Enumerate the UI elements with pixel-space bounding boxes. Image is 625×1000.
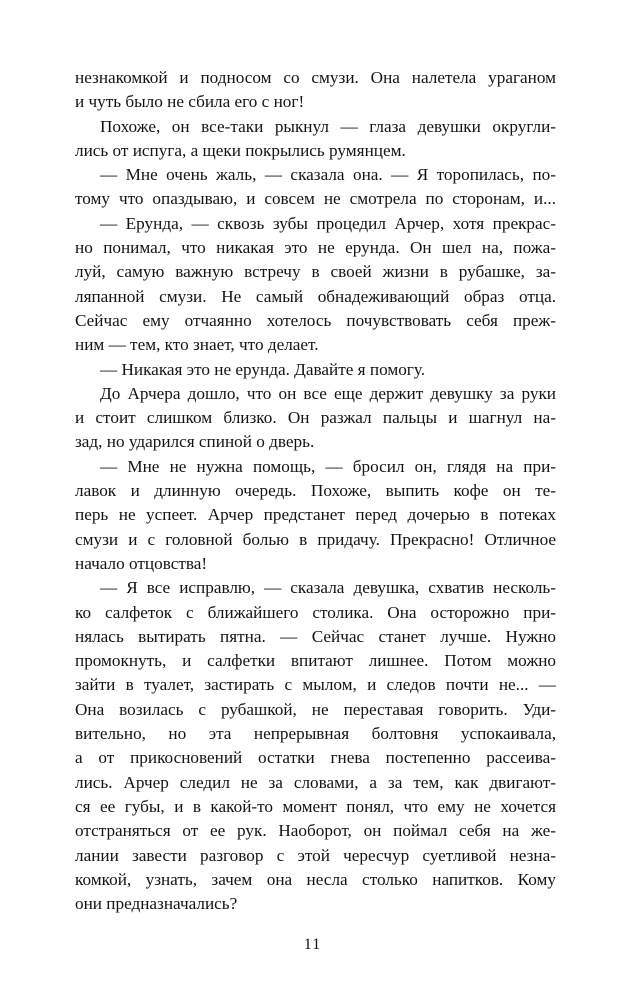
text-line: лись. Арчер следил не за словами, а за тем, как двигают-: [75, 772, 556, 792]
text-line: Сейчас ему отчаянно хотелось почувствовать себя преж-: [75, 310, 556, 330]
text-line: Она возилась с рубашкой, не переставая говорить. Уди-: [75, 699, 556, 719]
text-line: До Арчера дошло, что он все еще держит девушку за руки: [100, 383, 556, 403]
text-line: начало отцовства!: [75, 553, 208, 573]
text-line: незнакомкой и подносом со смузи. Она налетела ураганом: [75, 68, 556, 87]
text-line: лавок и длинную очередь. Похоже, выпить кофе он те-: [75, 481, 556, 501]
text-line: ним — тем, кто знает, что делает.: [75, 335, 319, 355]
text-line: вительно, но эта непрерывная болтовня успокаивала,: [75, 724, 556, 744]
page-number: 11: [303, 936, 322, 953]
text-line: но понимал, что никакая это не ерунда. Он шел на, пожа-: [75, 238, 556, 258]
text-line: ляпанной смузи. Не самый обнадеживающий образ отца.: [75, 286, 556, 306]
text-line: комкой, узнать, зачем она несла столько напитков. Кому: [75, 869, 556, 889]
text-line: — Мне очень жаль, — сказала она. — Я торопилась, по-: [100, 165, 556, 185]
text-line: — Никакая это не ерунда. Давайте я помогу.: [100, 359, 426, 379]
text-line: — Ерунда, — сквозь зубы процедил Арчер, хотя прекрас-: [100, 213, 556, 233]
text-line: ко салфеток с ближайшего столика. Она осторожно при-: [75, 602, 556, 622]
text-line: ся ее губы, и в какой-то момент понял, что ему не хочется: [75, 796, 556, 816]
text-line: они предназначались?: [75, 894, 238, 914]
text-line: — Я все исправлю, — сказала девушка, схватив несколь-: [100, 578, 556, 598]
text-line: лании завести разговор с этой чересчур суетливой незна-: [75, 845, 556, 865]
text-line: — Мне не нужна помощь, — бросил он, глядя на при-: [100, 456, 556, 476]
text-line: луй, самую важную встречу в своей жизни в рубашке, за-: [75, 262, 556, 282]
text-line: а от прикосновений остатки гнева постепенно рассеива-: [75, 748, 556, 768]
text-line: тому что опаздываю, и совсем не смотрела по сторонам, и...: [75, 189, 556, 209]
text-line: и стоит слишком близко. Он разжал пальцы и шагнул на-: [75, 408, 556, 428]
text-line: отстраняться от ее рук. Наоборот, он поймал себя на же-: [75, 821, 556, 841]
text-line: Похоже, он все-таки рыкнул — глаза девушки округли-: [100, 116, 556, 136]
text-line: зад, но ударился спиной о дверь.: [75, 432, 315, 452]
text-line: перь не успеет. Арчер предстанет перед дочерью в потеках: [75, 505, 556, 525]
text-line: лись от испуга, а щеки покрылись румянцем.: [75, 140, 406, 160]
text-line: зайти в туалет, застирать с мылом, и следов почти не... —: [75, 675, 556, 695]
text-line: смузи и с головной болью в придачу. Прекрасно! Отличное: [75, 529, 556, 549]
text-line: нялась вытирать пятна. — Сейчас станет лучше. Нужно: [75, 626, 556, 646]
text-line: и чуть было не сбила его с ног!: [75, 92, 305, 112]
body-text: [75, 66, 556, 916]
text-line: промокнуть, и салфетки впитают лишнее. Потом можно: [75, 651, 556, 671]
